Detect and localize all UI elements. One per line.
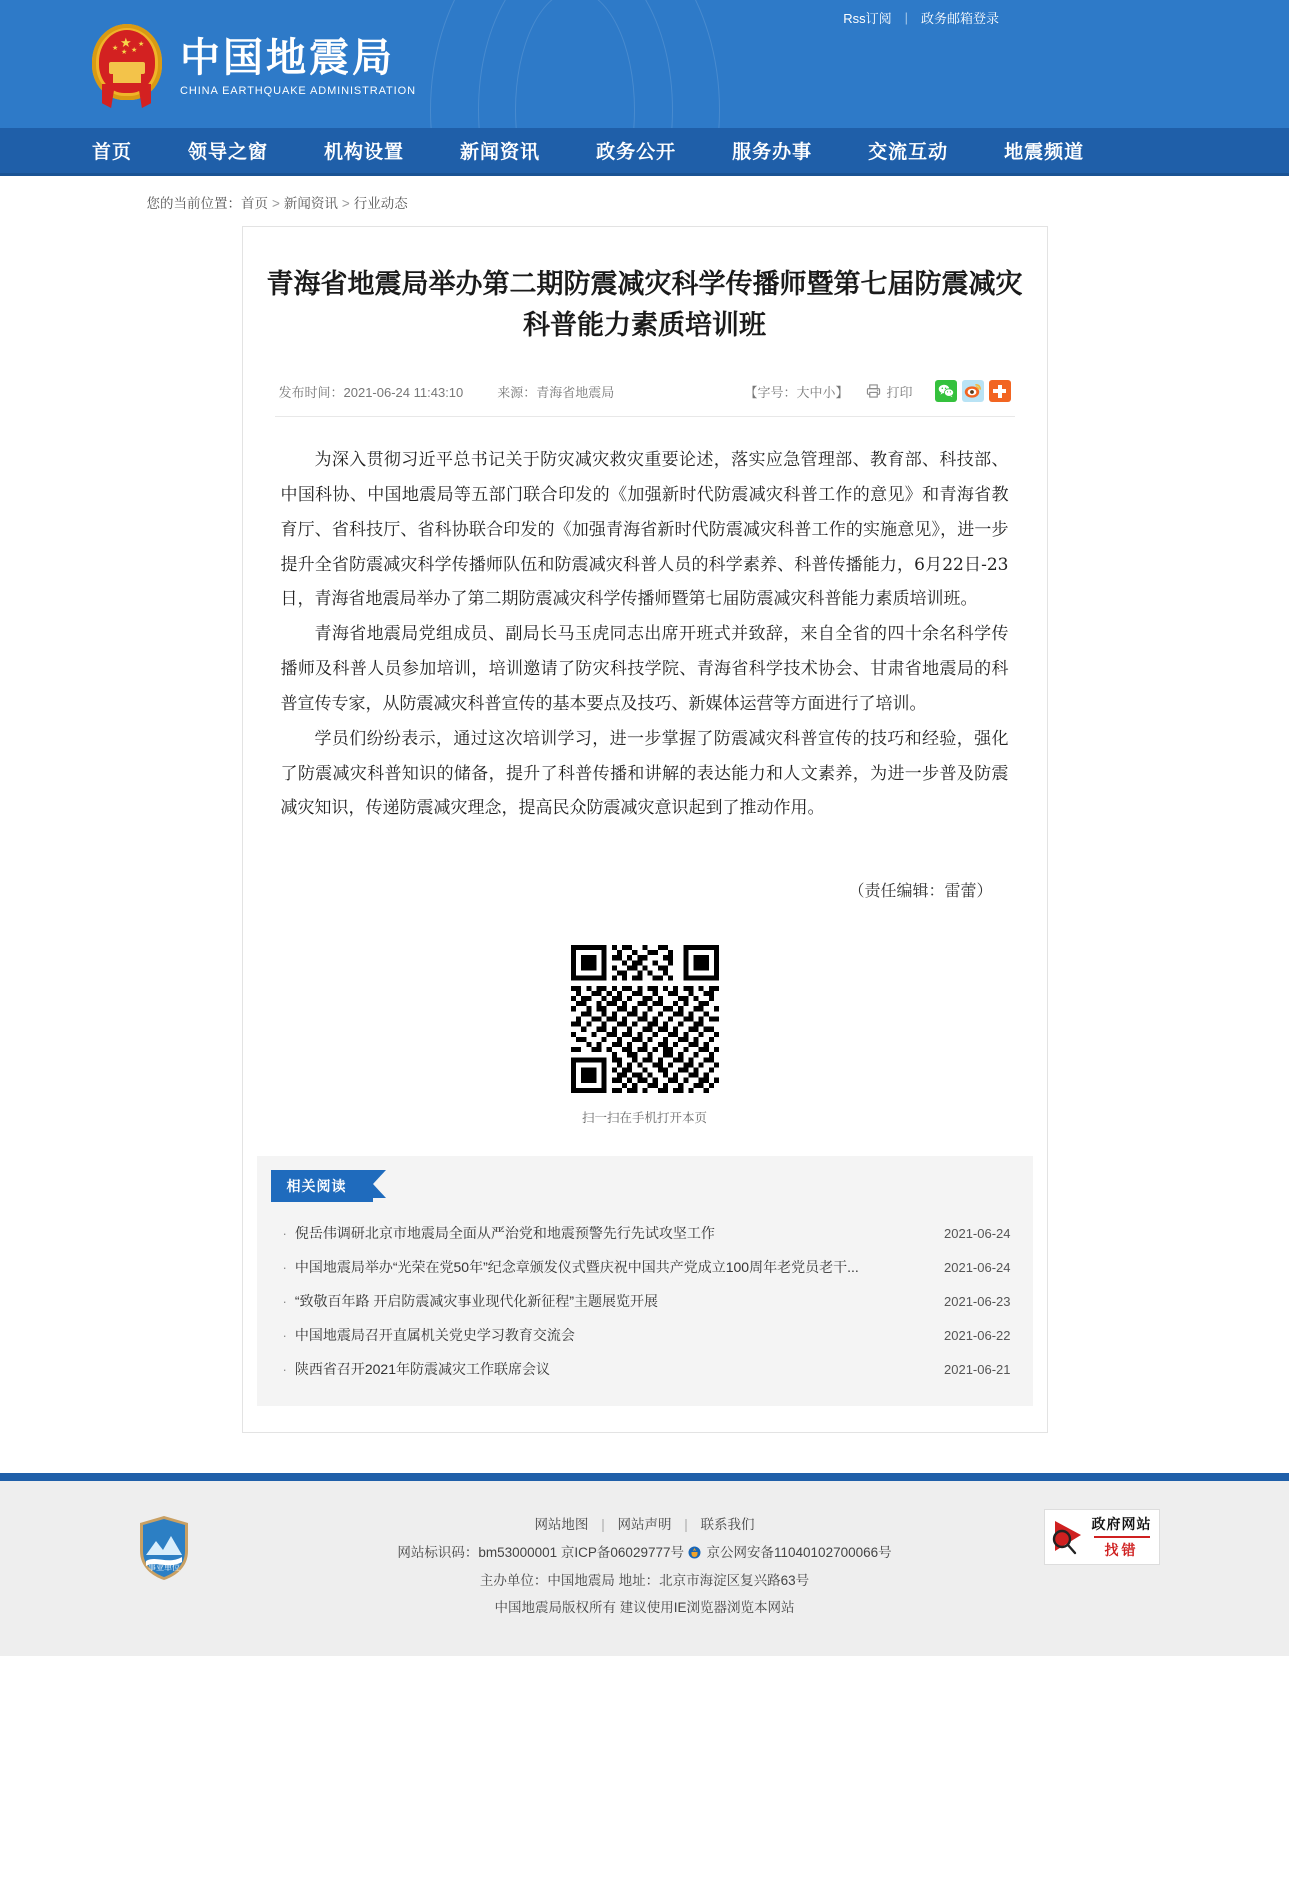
footer-site-code-line bbox=[397, 1539, 891, 1567]
header-utility-links bbox=[843, 0, 1289, 34]
nav-item-7[interactable]: 地震频道 bbox=[1004, 141, 1085, 163]
nav-item-1[interactable]: 领导之窗 bbox=[188, 141, 269, 163]
nav-item-6[interactable]: 交流互动 bbox=[868, 141, 949, 163]
article-paragraph-1: 青海省地震局党组成员、副局长马玉虎同志出席开班式并致辞，来自全省的四十余名科学传播师及科普人员参加培训，培训邀请了防灾科技学院、青海省科学技术协会、甘肃省地震局的科普宣传专家，从防震减灾科普宣传的基本要点及技巧、新媒体运营等方面进行了培训。 bbox=[280, 624, 1009, 714]
public-institution-badge-icon bbox=[138, 1515, 190, 1581]
list-item[interactable] bbox=[283, 1318, 1011, 1352]
article-body bbox=[275, 417, 1015, 826]
related-item-date: 2021-06-22 bbox=[944, 1328, 1011, 1344]
site-footer bbox=[0, 1481, 1289, 1656]
breadcrumb-item-2[interactable]: 行业动态 bbox=[353, 196, 408, 211]
publish-time-label: 发布时间： bbox=[278, 384, 344, 400]
logo-title-en: CHINA EARTHQUAKE ADMINISTRATION bbox=[180, 85, 416, 97]
footer-separator: | bbox=[601, 1517, 605, 1533]
footer-police-beian[interactable]: 京公网安备11040102700066号 bbox=[706, 1544, 892, 1560]
more-share-icon[interactable] bbox=[989, 380, 1011, 402]
nav-item-4[interactable]: 政务公开 bbox=[596, 141, 677, 163]
logo-title-cn: 中国地震局 bbox=[180, 35, 395, 81]
breadcrumb-arrow-0: > bbox=[272, 196, 280, 211]
related-item-title[interactable]: “致敬百年路 开启防震减灾事业现代化新征程”主题展览开展 bbox=[294, 1293, 659, 1310]
police-beian-icon bbox=[688, 1546, 701, 1559]
site-header bbox=[0, 0, 1289, 128]
related-item-title[interactable]: 倪岳伟调研北京市地震局全面从严治党和地震预警先行先试攻坚工作 bbox=[294, 1225, 715, 1242]
footer-text bbox=[397, 1511, 891, 1622]
breadcrumb-prefix: 您的当前位置： bbox=[146, 196, 241, 211]
bullet-icon: · bbox=[282, 1328, 287, 1344]
gov-check-rule bbox=[1094, 1536, 1150, 1538]
footer-links bbox=[397, 1511, 891, 1539]
main-navigation bbox=[0, 128, 1289, 176]
nav-item-3[interactable]: 新闻资讯 bbox=[460, 141, 541, 163]
nav-item-0[interactable]: 首页 bbox=[92, 141, 133, 163]
related-reading-section bbox=[257, 1156, 1033, 1406]
article-editor-credit: （责任编辑：雷蕾） bbox=[848, 881, 993, 901]
weibo-glyph bbox=[964, 383, 982, 399]
source-value: 青海省地震局 bbox=[536, 384, 615, 400]
qr-code-image bbox=[571, 945, 719, 1093]
breadcrumb-arrow-1: > bbox=[341, 196, 350, 211]
badge-label: 事业单位 bbox=[147, 1563, 180, 1573]
related-item-date: 2021-06-24 bbox=[944, 1226, 1011, 1242]
article-meta bbox=[275, 380, 1015, 417]
related-item-title[interactable]: 中国地震局举办“光荣在党50年”纪念章颁发仪式暨庆祝中国共产党成立100周年老党员老干... bbox=[294, 1259, 859, 1276]
bullet-icon: · bbox=[282, 1260, 287, 1276]
nav-item-5[interactable]: 服务办事 bbox=[732, 141, 813, 163]
qr-code-caption: 扫一扫在手机打开本页 bbox=[581, 1111, 707, 1126]
article-card bbox=[242, 226, 1048, 1433]
gov-check-title: 政府网站 bbox=[1091, 1516, 1152, 1533]
list-item[interactable] bbox=[283, 1352, 1011, 1386]
site-logo[interactable] bbox=[88, 22, 416, 110]
magnifier-icon bbox=[1051, 1517, 1089, 1557]
bullet-icon: · bbox=[282, 1294, 287, 1310]
footer-site-code: 网站标识码：bm53000001 京ICP备06029777号 bbox=[397, 1544, 684, 1560]
wechat-share-icon[interactable] bbox=[935, 380, 957, 402]
print-label: 打印 bbox=[886, 384, 913, 400]
bullet-icon: · bbox=[282, 1226, 287, 1242]
related-item-date: 2021-06-21 bbox=[944, 1362, 1011, 1378]
related-item-date: 2021-06-23 bbox=[944, 1294, 1011, 1310]
footer-link-sitemap[interactable]: 网站地图 bbox=[534, 1517, 589, 1533]
publish-time bbox=[279, 382, 464, 401]
print-button[interactable] bbox=[866, 382, 912, 401]
related-item-title[interactable]: 陕西省召开2021年防震减灾工作联席会议 bbox=[294, 1361, 550, 1378]
printer-icon bbox=[866, 384, 881, 398]
decorative-rings bbox=[430, 0, 790, 128]
national-emblem-icon: ★ ★ ★ ★ ★ bbox=[88, 22, 166, 110]
rss-link[interactable]: Rss订阅 bbox=[843, 10, 892, 26]
breadcrumb-item-1[interactable]: 新闻资讯 bbox=[283, 196, 338, 211]
related-reading-heading: 相关阅读 bbox=[271, 1170, 373, 1202]
share-buttons bbox=[935, 380, 1011, 402]
footer-separator: | bbox=[684, 1517, 688, 1533]
gov-website-report-button[interactable] bbox=[1044, 1509, 1160, 1565]
gov-check-subtitle: 找错 bbox=[1104, 1542, 1139, 1559]
related-reading-list bbox=[257, 1216, 1033, 1386]
footer-link-statement[interactable]: 网站声明 bbox=[617, 1517, 672, 1533]
related-item-title[interactable]: 中国地震局召开直属机关党史学习教育交流会 bbox=[294, 1327, 575, 1344]
qr-code-block bbox=[275, 945, 1015, 1126]
breadcrumb bbox=[139, 176, 1151, 226]
footer-divider bbox=[0, 1473, 1289, 1481]
source-label: 来源： bbox=[497, 384, 537, 400]
publish-time-value: 2021-06-24 11:43:10 bbox=[343, 384, 464, 400]
nav-item-2[interactable]: 机构设置 bbox=[324, 141, 405, 163]
wechat-glyph bbox=[938, 384, 954, 398]
list-item[interactable] bbox=[283, 1216, 1011, 1250]
footer-link-contact[interactable]: 联系我们 bbox=[700, 1517, 755, 1533]
bullet-icon: · bbox=[282, 1362, 287, 1378]
page-title: 青海省地震局举办第二期防震减灾科学传播师暨第七届防震减灾科普能力素质培训班 bbox=[266, 269, 1023, 341]
article-source bbox=[497, 382, 614, 401]
footer-copyright-line: 中国地震局版权所有 建议使用IE浏览器浏览本网站 bbox=[494, 1600, 795, 1616]
list-item[interactable] bbox=[283, 1284, 1011, 1318]
weibo-share-icon[interactable] bbox=[962, 380, 984, 402]
article-paragraph-0: 为深入贯彻习近平总书记关于防灾减灾救灾重要论述，落实应急管理部、教育部、科技部、中国科协、中国地震局等五部门联合印发的《加强新时代防震减灾科普工作的意见》和青海省教育厅、省科技厅、省科协联合印发的《加强青海省新时代防震减灾科普工作的实施意见》，进一步提升全省防震减灾科学传播师队伍和防震减灾科普人员的科学素养、科普传播能力，6月22日-23日，青海省地震局举办了第二期防震减灾科学传播师暨第七届防震减灾科普能力素质培训班。 bbox=[280, 450, 1009, 610]
utility-separator: | bbox=[904, 9, 908, 25]
gov-mail-login-link[interactable]: 政务邮箱登录 bbox=[920, 10, 999, 26]
font-size-control[interactable]: 【字号：大中小】 bbox=[744, 384, 849, 400]
breadcrumb-item-0[interactable]: 首页 bbox=[241, 196, 268, 211]
related-item-date: 2021-06-24 bbox=[944, 1260, 1011, 1276]
article-paragraph-2: 学员们纷纷表示，通过这次培训学习，进一步掌握了防震减灾科普宣传的技巧和经验，强化了防震减灾科普知识的储备，提升了科普传播和讲解的表达能力和人文素养，为进一步普及防震减灾知识，传递防震减灾理念，提高民众防震减灾意识起到了推动作用。 bbox=[280, 728, 1009, 819]
footer-host-line: 主办单位：中国地震局 地址：北京市海淀区复兴路63号 bbox=[479, 1572, 810, 1588]
page-content bbox=[0, 176, 1289, 1473]
list-item[interactable] bbox=[283, 1250, 1011, 1284]
